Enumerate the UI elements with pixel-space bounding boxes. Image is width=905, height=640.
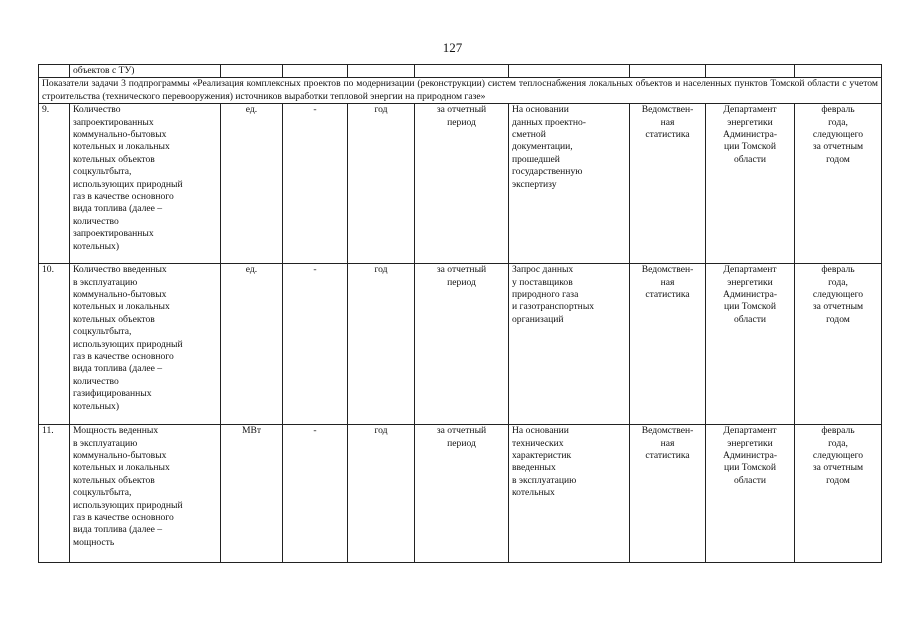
text-line: за отчетный [436, 425, 487, 437]
time-characteristic [415, 264, 509, 425]
periodicity: год [348, 264, 415, 425]
text-line: Департамент [723, 264, 777, 276]
text-line: статистика [645, 129, 690, 141]
calculation-method [509, 104, 630, 264]
data-source [630, 425, 706, 563]
dash-value: - [283, 264, 348, 425]
row-number: 10. [39, 264, 70, 425]
text-line: Департамент [723, 104, 777, 116]
text-line: период [447, 276, 476, 288]
text-line: года, [828, 276, 848, 288]
text-line: энергетики [727, 437, 773, 449]
text-line: области [733, 474, 767, 486]
text-line: Ведомствен- [641, 425, 694, 437]
text-line: запроектированных [73, 116, 154, 128]
text-line: котельных) [73, 400, 120, 412]
text-line: статистика [645, 289, 690, 301]
text-line: газ в качестве основного [73, 191, 174, 203]
text-line: На основании [512, 425, 569, 437]
text-line: за отчетный [436, 104, 487, 116]
text-line: ная [660, 276, 675, 288]
unit-of-measure: ед. [221, 264, 283, 425]
periodicity: год [348, 104, 415, 264]
text-line: годом [826, 153, 850, 165]
text-line: следующего [812, 450, 864, 462]
text-line: статистика [645, 450, 690, 462]
text-line: соцкультбыта, [73, 166, 132, 178]
continuation-row [39, 65, 882, 78]
text-line: соцкультбыта, [73, 487, 132, 499]
text-line: мощность [73, 536, 115, 548]
text-line: ная [660, 437, 675, 449]
text-line: в эксплуатацию [73, 437, 138, 449]
indicator-name [70, 65, 221, 78]
text-line: энергетики [727, 116, 773, 128]
indicator-row [39, 104, 882, 264]
text-line: природного газа [512, 289, 579, 301]
text-line: ции Томской [724, 301, 776, 313]
calculation-method [509, 425, 630, 563]
indicator-name [70, 425, 221, 563]
text-line: вида топлива (далее – [73, 203, 163, 215]
periodicity: год [348, 425, 415, 563]
row-number: 11. [39, 425, 70, 563]
text-line: организаций [512, 313, 564, 325]
text-line: Количество [73, 104, 121, 116]
text-line: данных проектно- [512, 116, 587, 128]
indicator-row [39, 264, 882, 425]
time-characteristic [415, 425, 509, 563]
text-line: газифицированных [73, 388, 152, 400]
text-line: в эксплуатацию [73, 276, 138, 288]
text-line: коммунально-бытовых [73, 129, 167, 141]
text-line: ции Томской [724, 462, 776, 474]
text-line: следующего [812, 289, 864, 301]
text-line: документации, [512, 141, 573, 153]
text-line: следующего [812, 129, 864, 141]
text-line: февраль [821, 264, 855, 276]
responsible-body [706, 425, 795, 563]
text-line: за отчетный [436, 264, 487, 276]
text-line: котельных объектов [73, 153, 155, 165]
text-line: Департамент [723, 425, 777, 437]
text-line: Количество введенных [73, 264, 167, 276]
text-line: и газотранспортных [512, 301, 595, 313]
text-line: года, [828, 437, 848, 449]
text-line: котельных объектов [73, 474, 155, 486]
indicator-name [70, 264, 221, 425]
reporting-deadline [795, 264, 882, 425]
indicator-row [39, 425, 882, 563]
text-line: использующих природный [73, 178, 183, 190]
text-line: годом [826, 474, 850, 486]
text-line: использующих природный [73, 499, 183, 511]
text-line: На основании [512, 104, 569, 116]
text-line: сметной [512, 129, 546, 141]
text-line: технических [512, 437, 564, 449]
text-line: годом [826, 313, 850, 325]
text-line: котельных и локальных [73, 301, 170, 313]
dash-value: - [283, 425, 348, 563]
text-line: за отчетным [812, 141, 864, 153]
text-line: вида топлива (далее – [73, 524, 163, 536]
text-line: коммунально-бытовых [73, 289, 167, 301]
text-line: Ведомствен- [641, 264, 694, 276]
text-line: Администра- [722, 129, 778, 141]
data-source [630, 264, 706, 425]
text-line: газ в качестве основного [73, 512, 174, 524]
row-number [39, 65, 70, 78]
text-line: за отчетным [812, 462, 864, 474]
text-line: Ведомствен- [641, 104, 694, 116]
text-line: запроектированных [73, 228, 154, 240]
text-line: ции Томской [724, 141, 776, 153]
text-line: за отчетным [812, 301, 864, 313]
text-line: области [733, 313, 767, 325]
text-line: в эксплуатацию [512, 474, 577, 486]
text-line: характеристик [512, 450, 572, 462]
responsible-body [706, 104, 795, 264]
text-line: февраль [821, 104, 855, 116]
text-line: газ в качестве основного [73, 351, 174, 363]
unit-of-measure: ед. [221, 104, 283, 264]
text-line: котельных [512, 487, 555, 499]
reporting-deadline [795, 104, 882, 264]
responsible-body [706, 264, 795, 425]
text-line: Мощность веденных [73, 425, 159, 437]
text-line: котельных) [73, 240, 120, 252]
text-line: период [447, 116, 476, 128]
text-line: котельных объектов [73, 313, 155, 325]
text-line: области [733, 153, 767, 165]
text-line: использующих природный [73, 338, 183, 350]
indicators-table [38, 64, 882, 563]
reporting-deadline [795, 425, 882, 563]
text-line: коммунально-бытовых [73, 450, 167, 462]
row-number: 9. [39, 104, 70, 264]
section-title: Показатели задачи 3 подпрограммы «Реализация комплексных проектов по модернизации (реконструкции) систем теплоснабжения локальных объектов и населенных пунктов Томской области с учетом строительства (технического перевооружения) источников выработки тепловой энергии на природном газе» [39, 78, 882, 104]
text-line: прошедшей [512, 153, 560, 165]
page-number: 127 [442, 40, 463, 55]
text-line: года, [828, 116, 848, 128]
section-header-row [39, 78, 882, 104]
text-line: введенных [512, 462, 556, 474]
text-line: ная [660, 116, 675, 128]
dash-value: - [283, 104, 348, 264]
text-line: Администра- [722, 289, 778, 301]
indicator-name [70, 104, 221, 264]
text-line: экспертизу [512, 178, 557, 190]
text-line: количество [73, 375, 119, 387]
text-line: объектов с ТУ) [73, 65, 135, 76]
text-line: Администра- [722, 450, 778, 462]
text-line: вида топлива (далее – [73, 363, 163, 375]
text-line: Запрос данных [512, 264, 574, 276]
text-line: февраль [821, 425, 855, 437]
data-source [630, 104, 706, 264]
unit-of-measure: МВт [221, 425, 283, 563]
text-line: энергетики [727, 276, 773, 288]
text-line: котельных и локальных [73, 141, 170, 153]
time-characteristic [415, 104, 509, 264]
text-line: котельных и локальных [73, 462, 170, 474]
text-line: у поставщиков [512, 276, 573, 288]
text-line: государственную [512, 166, 583, 178]
calculation-method [509, 264, 630, 425]
text-line: соцкультбыта, [73, 326, 132, 338]
text-line: период [447, 437, 476, 449]
text-line: количество [73, 215, 119, 227]
